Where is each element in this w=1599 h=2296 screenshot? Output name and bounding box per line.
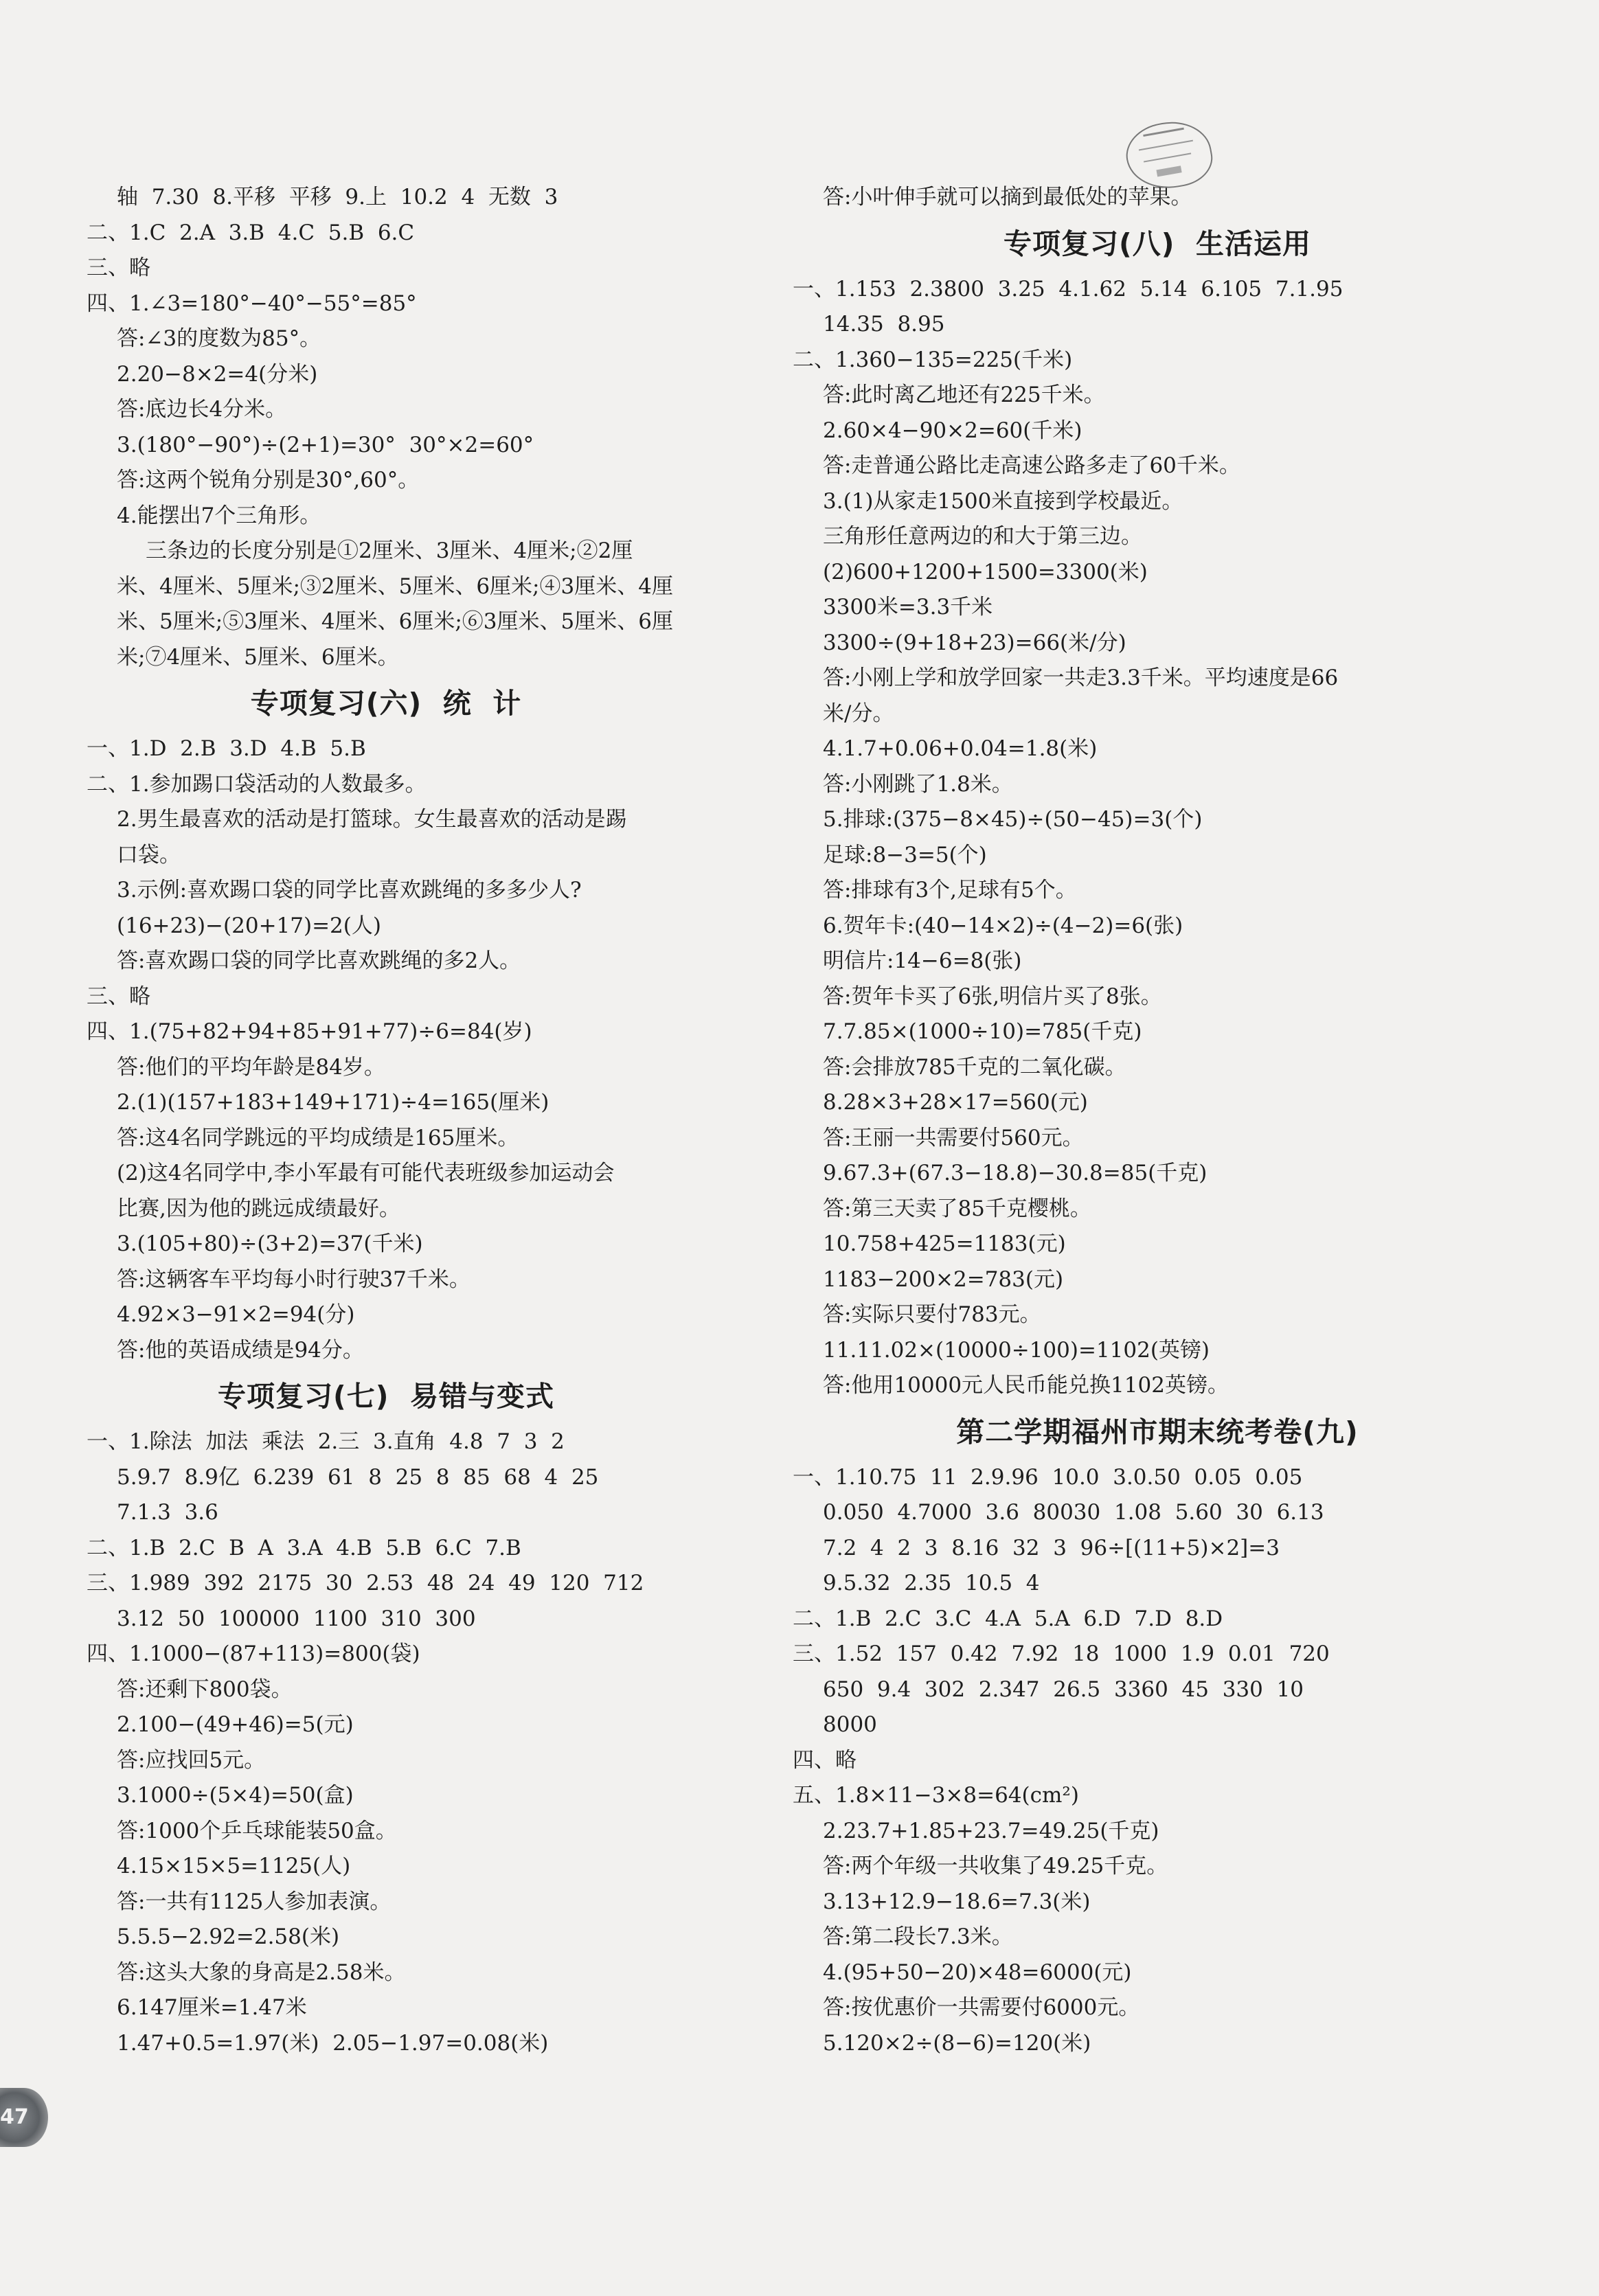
answer-line: (16+23)−(20+17)=2(人): [117, 913, 381, 938]
answer-line: 0.050 4.7000 3.6 80030 1.08 5.60 30 6.13: [823, 1500, 1324, 1525]
answer-line: 2.男生最喜欢的活动是打篮球。女生最喜欢的活动是踢: [117, 807, 627, 832]
answer-line: 答:1000个乒乓球能装50盒。: [117, 1818, 397, 1843]
answer-line: 2.23.7+1.85+23.7=49.25(千克): [823, 1818, 1159, 1843]
answer-line: 答:两个年级一共收集了49.25千克。: [823, 1854, 1168, 1878]
answer-line: 答:他们的平均年龄是84岁。: [117, 1054, 385, 1080]
answer-line: 5.9.7 8.9亿 6.239 61 8 25 8 85 68 4 25: [117, 1464, 599, 1490]
answer-line: 1.47+0.5=1.97(米) 2.05−1.97=0.08(米): [117, 2030, 549, 2056]
answer-line: 答:他用10000元人民币能兑换1102英镑。: [823, 1373, 1229, 1398]
answer-line: 3300÷(9+18+23)=66(米/分): [823, 630, 1126, 655]
answer-line: 答:会排放785千克的二氧化碳。: [823, 1054, 1126, 1080]
answer-line: 3.13+12.9−18.6=7.3(米): [823, 1889, 1091, 1914]
answer-line: 三、1.52 157 0.42 7.92 18 1000 1.9 0.01 720: [793, 1641, 1330, 1666]
answer-line: 答:喜欢踢口袋的同学比喜欢跳绳的多2人。: [117, 948, 521, 973]
answer-line: 答:还剩下800袋。: [117, 1676, 293, 1702]
answer-line: 答:排球有3个,足球有5个。: [823, 878, 1077, 902]
answer-line: 四、1.∠3=180°−40°−55°=85°: [87, 291, 417, 316]
answer-line: 答:走普通公路比走高速公路多走了60千米。: [823, 453, 1240, 478]
answer-line: 答:小刚上学和放学回家一共走3.3千米。平均速度是66: [823, 666, 1339, 690]
answer-line: 答:这4名同学跳远的平均成绩是165厘米。: [117, 1125, 519, 1150]
section-heading: 第二学期福州市期末统考卷(九): [956, 1415, 1359, 1448]
answer-line: 一、1.D 2.B 3.D 4.B 5.B: [87, 736, 366, 761]
answer-line: 3.(1)从家走1500米直接到学校最近。: [823, 488, 1183, 514]
answer-line: 5.120×2÷(8−6)=120(米): [823, 2030, 1091, 2056]
answer-line: 4.1.7+0.06+0.04=1.8(米): [823, 736, 1098, 761]
answer-line: 3300米=3.3千米: [823, 595, 993, 620]
answer-line: 答:一共有1125人参加表演。: [117, 1889, 392, 1914]
answer-line: 一、1.10.75 11 2.9.96 10.0 3.0.50 0.05 0.05: [793, 1464, 1303, 1490]
answer-line: 答:这辆客车平均每小时行驶37千米。: [117, 1266, 470, 1292]
answer-line: 6.147厘米=1.47米: [117, 1995, 307, 2020]
answer-line: 答:王丽一共需要付560元。: [823, 1125, 1084, 1150]
answer-line: 答:贺年卡买了6张,明信片买了8张。: [823, 984, 1162, 1009]
answer-line: 明信片:14−6=8(张): [823, 948, 1022, 973]
answer-line: 答:这头大象的身高是2.58米。: [117, 1959, 406, 1985]
answer-line: 2.20−8×2=4(分米): [117, 361, 318, 387]
answer-line: 比赛,因为他的跳远成绩最好。: [117, 1196, 400, 1221]
answer-line: 米/分。: [823, 701, 894, 726]
answer-line: 五、1.8×11−3×8=64(cm²): [793, 1783, 1079, 1808]
answer-line: 四、1.(75+82+94+85+91+77)÷6=84(岁): [87, 1019, 532, 1044]
answer-line: 9.67.3+(67.3−18.8)−30.8=85(千克): [823, 1161, 1207, 1185]
answer-line: 四、1.1000−(87+113)=800(袋): [87, 1641, 420, 1666]
answer-line: 答:应找回5元。: [117, 1747, 266, 1773]
answer-line: 答:∠3的度数为85°。: [117, 326, 321, 351]
answer-line: 3.(105+80)÷(3+2)=37(千米): [117, 1231, 423, 1256]
answer-line: 4.能摆出7个三角形。: [117, 503, 321, 528]
answer-line: 二、1.参加踢口袋活动的人数最多。: [87, 771, 427, 797]
answer-line: 二、1.B 2.C 3.C 4.A 5.A 6.D 7.D 8.D: [793, 1606, 1223, 1631]
answer-line: 2.100−(49+46)=5(元): [117, 1712, 354, 1737]
answer-line: 10.758+425=1183(元): [823, 1231, 1066, 1256]
answer-line: 答:此时离乙地还有225千米。: [823, 383, 1105, 407]
answer-line: 二、1.C 2.A 3.B 4.C 5.B 6.C: [87, 220, 415, 245]
answer-line: 8.28×3+28×17=560(元): [823, 1090, 1088, 1115]
answer-line: 11.11.02×(10000÷100)=1102(英镑): [823, 1337, 1210, 1363]
answer-line: 3.1000÷(5×4)=50(盒): [117, 1783, 354, 1808]
answer-line: 6.贺年卡:(40−14×2)÷(4−2)=6(张): [823, 913, 1183, 938]
answer-line: 轴 7.30 8.平移 平移 9.上 10.2 4 无数 3: [117, 185, 558, 209]
answer-line: 三、略: [87, 984, 150, 1009]
answer-line: 4.15×15×5=1125(人): [117, 1854, 351, 1878]
answer-line: 7.1.3 3.6: [117, 1500, 218, 1525]
answer-line: 5.排球:(375−8×45)÷(50−45)=3(个): [823, 807, 1203, 832]
section-heading: 专项复习(七) 易错与变式: [217, 1380, 555, 1413]
answer-line: 三、略: [87, 255, 150, 280]
answer-line: 答:这两个锐角分别是30°,60°。: [117, 468, 420, 492]
answer-line: 答:他的英语成绩是94分。: [117, 1337, 364, 1363]
answer-line: 一、1.153 2.3800 3.25 4.1.62 5.14 6.105 7.1.95: [793, 276, 1343, 302]
answer-line: 二、1.360−135=225(千米): [793, 347, 1073, 372]
answer-line: 米、5厘米;⑤3厘米、4厘米、6厘米;⑥3厘米、5厘米、6厘: [117, 609, 673, 634]
answer-line: 三、1.989 392 2175 30 2.53 48 24 49 120 712: [87, 1571, 644, 1595]
answer-line: 答:第三天卖了85千克樱桃。: [823, 1196, 1091, 1221]
answer-line: 2.60×4−90×2=60(千米): [823, 418, 1082, 443]
page-number: 47: [0, 2088, 48, 2147]
answer-line: 2.(1)(157+183+149+171)÷4=165(厘米): [117, 1090, 549, 1115]
right-column: [783, 180, 1532, 2061]
answer-line: 3.12 50 100000 1100 310 300: [117, 1606, 476, 1631]
answer-line: 三角形任意两边的和大于第三边。: [823, 524, 1142, 549]
answer-line: 7.7.85×(1000÷10)=785(千克): [823, 1019, 1142, 1044]
answer-line: 8000: [823, 1712, 877, 1737]
answer-line: 答:底边长4分米。: [117, 397, 287, 422]
answer-line: 足球:8−3=5(个): [823, 842, 987, 867]
answer-line: 1183−200×2=783(元): [823, 1266, 1064, 1292]
answer-line: 14.35 8.95: [823, 312, 945, 337]
answer-line: 答:小叶伸手就可以摘到最低处的苹果。: [823, 185, 1192, 209]
answer-line: 答:按优惠价一共需要付6000元。: [823, 1995, 1140, 2020]
left-column: [77, 180, 736, 2061]
answer-line: 650 9.4 302 2.347 26.5 3360 45 330 10: [823, 1676, 1304, 1702]
answer-line: 3.(180°−90°)÷(2+1)=30° 30°×2=60°: [117, 432, 534, 457]
answer-line: (2)这4名同学中,李小军最有可能代表班级参加运动会: [117, 1161, 615, 1185]
answer-line: 口袋。: [117, 842, 181, 867]
answer-line: 7.2 4 2 3 8.16 32 3 96÷[(11+5)×2]=3: [823, 1535, 1280, 1560]
answer-line: 一、1.除法 加法 乘法 2.三 3.直角 4.8 7 3 2: [87, 1429, 565, 1454]
answer-line: 答:小刚跳了1.8米。: [823, 771, 1013, 797]
section-heading: 专项复习(八) 生活运用: [1003, 227, 1312, 260]
answer-line: 米、4厘米、5厘米;③2厘米、5厘米、6厘米;④3厘米、4厘: [117, 573, 673, 599]
answer-line: 9.5.32 2.35 10.5 4: [823, 1571, 1040, 1595]
answer-line: (2)600+1200+1500=3300(米): [823, 559, 1148, 584]
answer-line: 二、1.B 2.C B A 3.A 4.B 5.B 6.C 7.B: [87, 1535, 521, 1560]
answer-line: 答:第二段长7.3米。: [823, 1924, 1013, 1949]
answer-line: 三条边的长度分别是①2厘米、3厘米、4厘米;②2厘: [146, 538, 633, 563]
section-heading: 专项复习(六) 统 计: [250, 687, 522, 720]
answer-line: 四、略: [793, 1747, 857, 1773]
answer-line: 答:实际只要付783元。: [823, 1302, 1041, 1327]
answer-line: 3.示例:喜欢踢口袋的同学比喜欢跳绳的多多少人?: [117, 878, 582, 902]
answer-line: 5.5.5−2.92=2.58(米): [117, 1924, 340, 1949]
answer-line: 4.92×3−91×2=94(分): [117, 1302, 355, 1327]
answer-line: 4.(95+50−20)×48=6000(元): [823, 1959, 1132, 1985]
answer-line: 米;⑦4厘米、5厘米、6厘米。: [117, 644, 399, 670]
